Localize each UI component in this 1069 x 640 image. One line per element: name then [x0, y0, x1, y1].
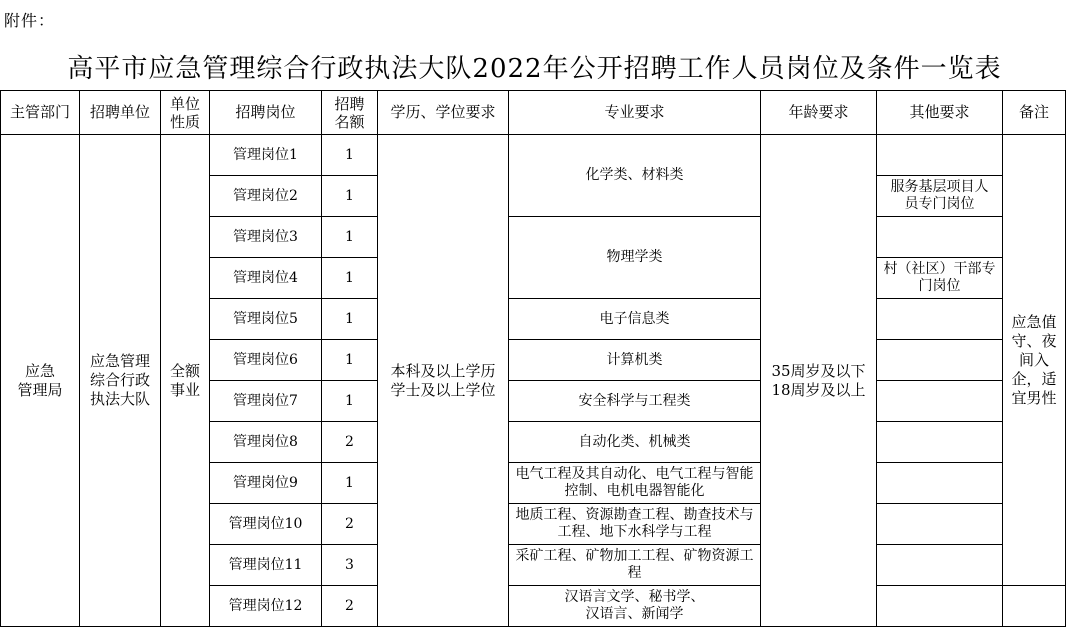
position-cell: 管理岗位12 [210, 586, 322, 627]
major-cell: 自动化类、机械类 [509, 422, 761, 463]
position-cell: 管理岗位10 [210, 504, 322, 545]
position-cell: 管理岗位1 [210, 135, 322, 176]
position-cell: 管理岗位2 [210, 176, 322, 217]
document-title: 高平市应急管理综合行政执法大队2022年公开招聘工作人员岗位及条件一览表 [67, 54, 1002, 84]
header-row [1, 91, 1066, 135]
header-other: 其他要求 [877, 91, 1003, 135]
dept-cell: 应急 管理局 [1, 135, 80, 627]
other-cell [877, 463, 1003, 504]
quota-cell: 1 [322, 463, 378, 504]
major-cell: 地质工程、资源勘查工程、勘查技术与工程、地下水科学与工程 [509, 504, 761, 545]
other-cell [877, 545, 1003, 586]
nature-cell: 全额 事业 [161, 135, 210, 627]
major-cell: 汉语言文学、秘书学、 汉语言、新闻学 [509, 586, 761, 627]
major-cell: 电气工程及其自动化、电气工程与智能控制、电机电器智能化 [509, 463, 761, 504]
quota-cell: 1 [322, 299, 378, 340]
other-cell [877, 135, 1003, 176]
remark-cell-empty [1003, 586, 1066, 627]
position-cell: 管理岗位4 [210, 258, 322, 299]
position-cell: 管理岗位6 [210, 340, 322, 381]
other-cell [877, 340, 1003, 381]
header-age: 年龄要求 [761, 91, 877, 135]
header-nature: 单位 性质 [161, 91, 210, 135]
header-dept: 主管部门 [1, 91, 80, 135]
major-cell: 计算机类 [509, 340, 761, 381]
header-education: 学历、学位要求 [378, 91, 509, 135]
unit-cell: 应急管理 综合行政 执法大队 [80, 135, 161, 627]
quota-cell: 1 [322, 258, 378, 299]
header-unit: 招聘单位 [80, 91, 161, 135]
other-cell [877, 299, 1003, 340]
quota-cell: 1 [322, 381, 378, 422]
attachment-label: 附件： [4, 11, 56, 30]
recruitment-table [0, 90, 1066, 627]
other-cell [877, 217, 1003, 258]
other-cell [877, 586, 1003, 627]
header-quota: 招聘 名额 [322, 91, 378, 135]
quota-cell: 3 [322, 545, 378, 586]
quota-cell: 2 [322, 586, 378, 627]
position-cell: 管理岗位8 [210, 422, 322, 463]
position-cell: 管理岗位3 [210, 217, 322, 258]
table-row [1, 135, 1066, 176]
other-cell [877, 422, 1003, 463]
remark-cell: 应急值 守、夜 间入 企，适 宜男性 [1003, 135, 1066, 586]
header-position: 招聘岗位 [210, 91, 322, 135]
position-cell: 管理岗位11 [210, 545, 322, 586]
major-cell: 化学类、材料类 [509, 135, 761, 217]
position-cell: 管理岗位5 [210, 299, 322, 340]
other-cell: 服务基层项目人员专门岗位 [877, 176, 1003, 217]
age-cell: 35周岁及以下 18周岁及以上 [761, 135, 877, 627]
position-cell: 管理岗位9 [210, 463, 322, 504]
position-cell: 管理岗位7 [210, 381, 322, 422]
header-major: 专业要求 [509, 91, 761, 135]
quota-cell: 1 [322, 176, 378, 217]
major-cell: 物理学类 [509, 217, 761, 299]
major-cell: 采矿工程、矿物加工工程、矿物资源工程 [509, 545, 761, 586]
quota-cell: 1 [322, 217, 378, 258]
quota-cell: 1 [322, 135, 378, 176]
education-cell: 本科及以上学历 学士及以上学位 [378, 135, 509, 627]
other-cell [877, 504, 1003, 545]
other-cell: 村（社区）干部专门岗位 [877, 258, 1003, 299]
quota-cell: 1 [322, 340, 378, 381]
major-cell: 电子信息类 [509, 299, 761, 340]
quota-cell: 2 [322, 504, 378, 545]
major-cell: 安全科学与工程类 [509, 381, 761, 422]
header-remark: 备注 [1003, 91, 1066, 135]
quota-cell: 2 [322, 422, 378, 463]
other-cell [877, 381, 1003, 422]
